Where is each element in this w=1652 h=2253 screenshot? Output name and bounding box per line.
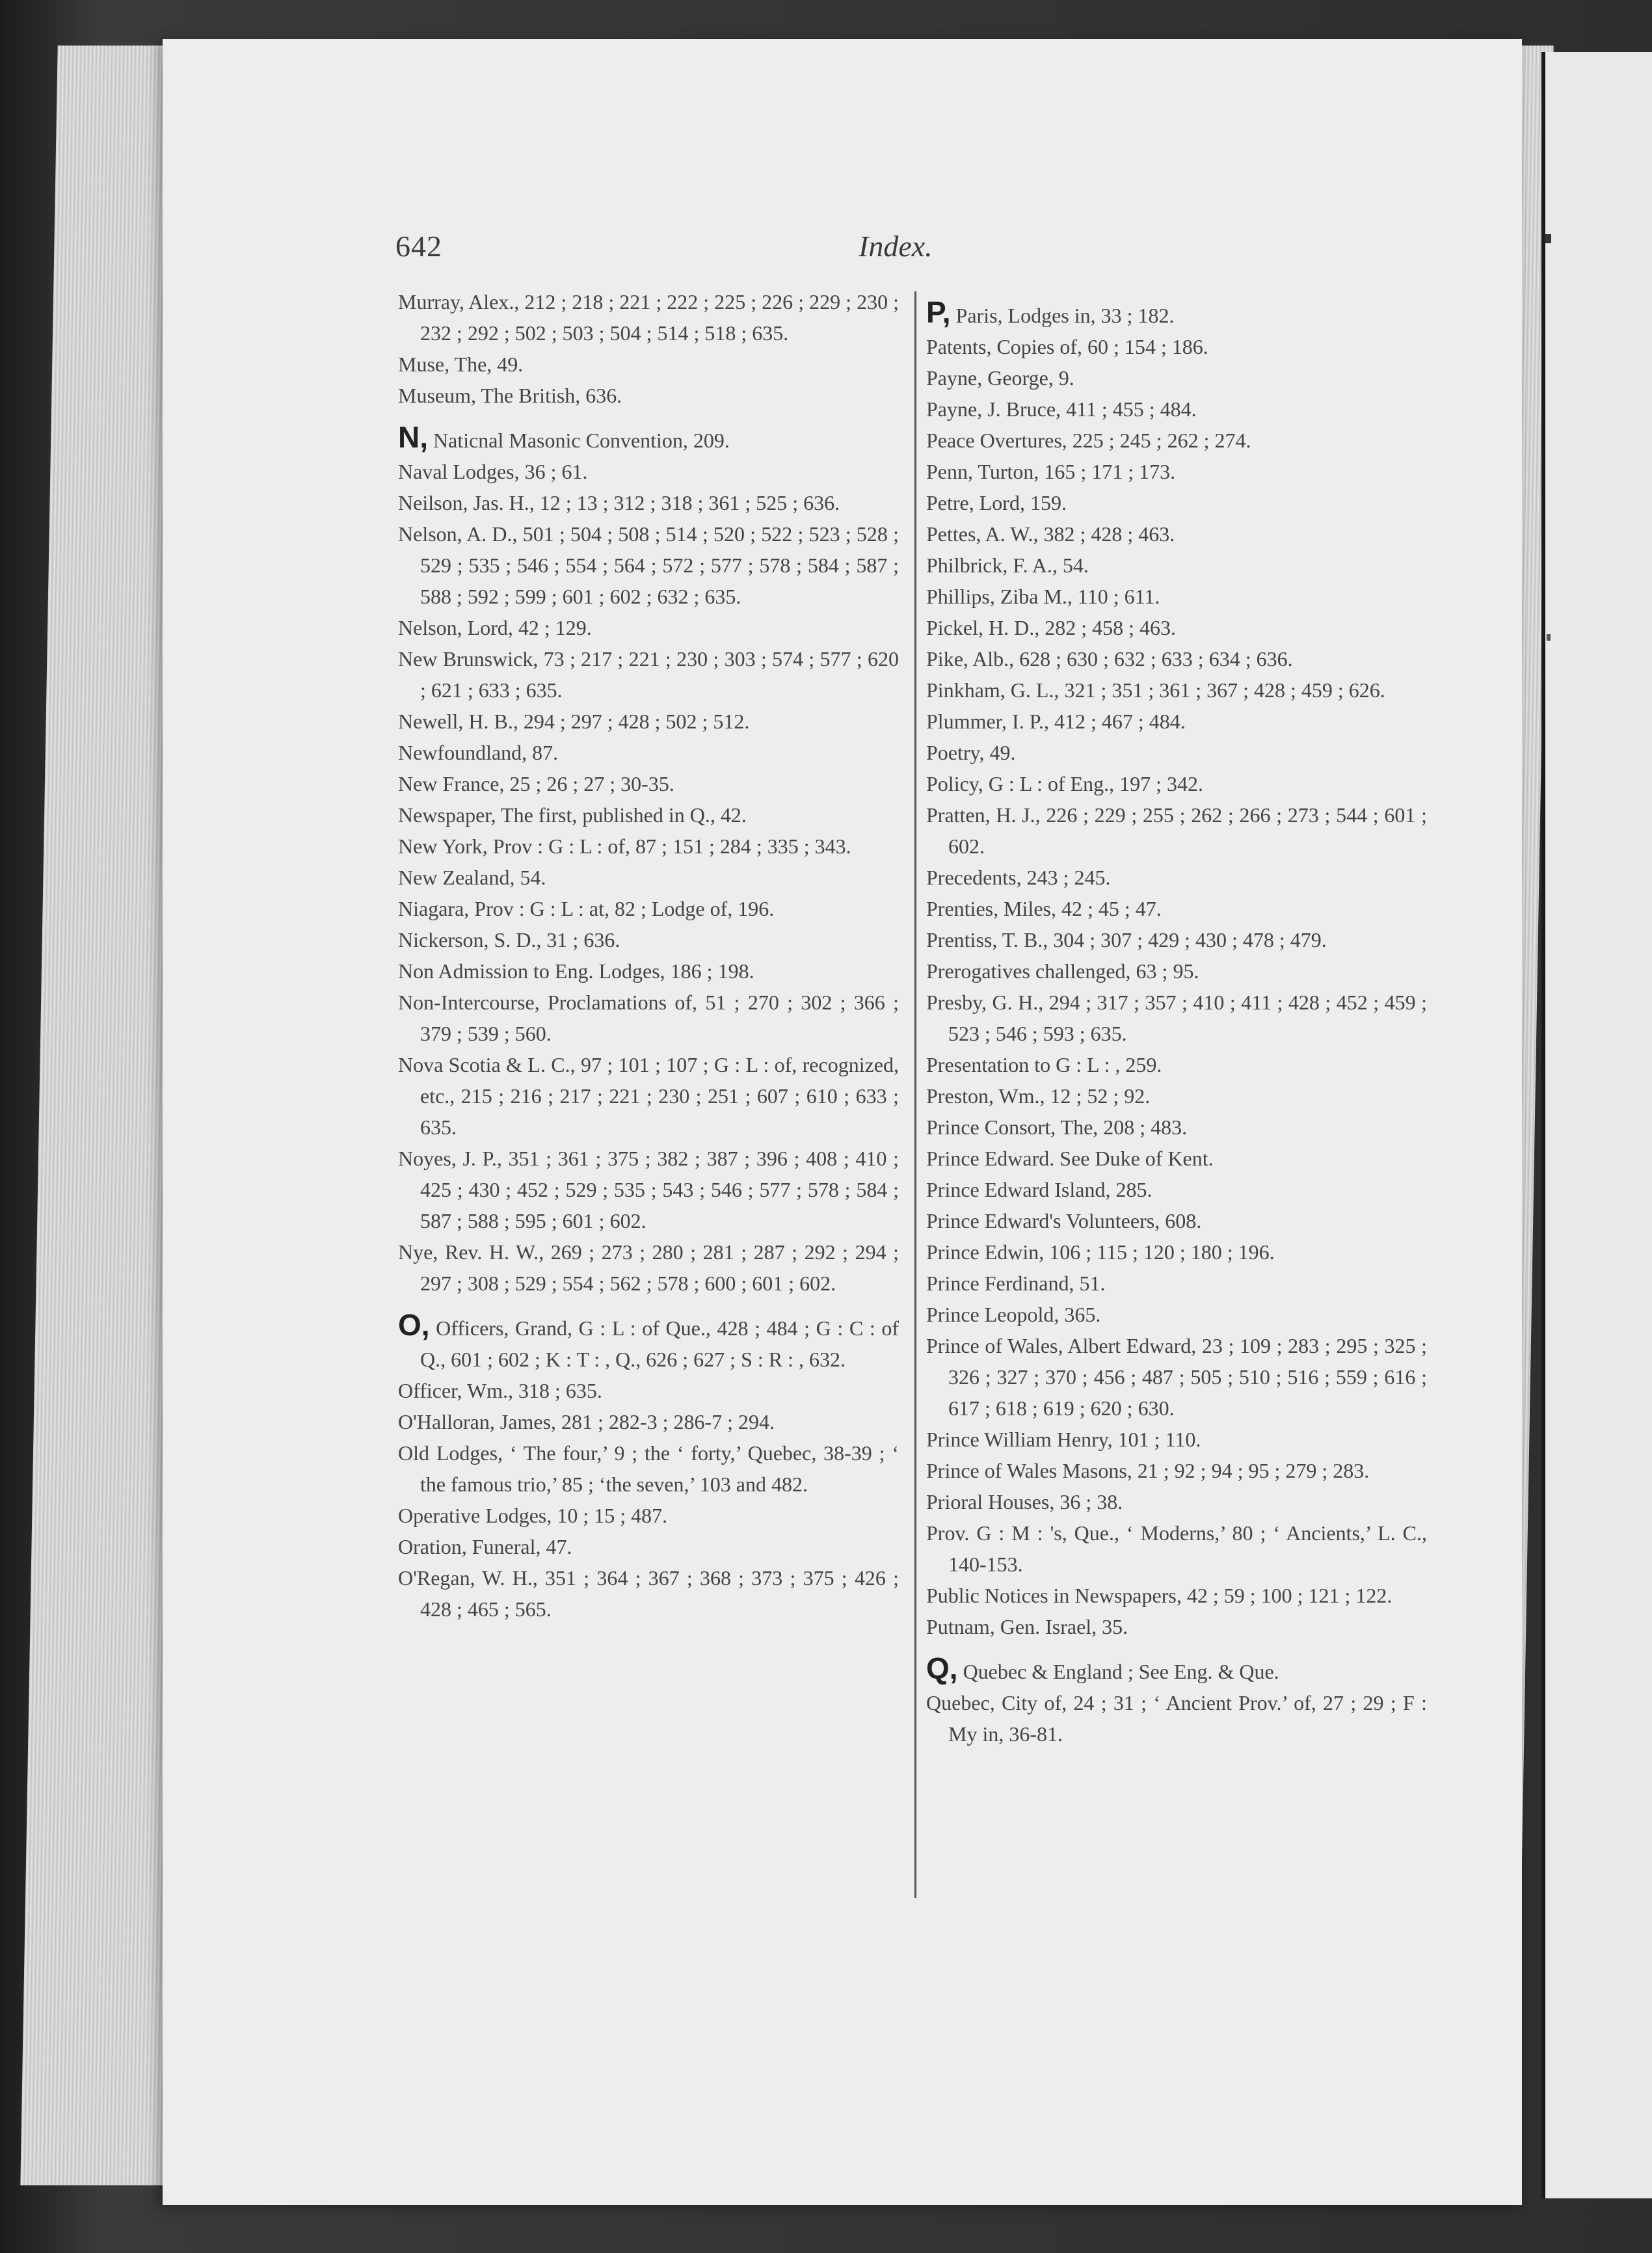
- index-entry: [398, 799, 899, 831]
- index-entry: [926, 456, 1427, 487]
- index-entry: [398, 955, 899, 987]
- index-entry: [398, 487, 899, 518]
- index-entry-text: Non Admission to Eng. Lodges, 186 ; 198.: [398, 959, 754, 983]
- index-entry: [926, 674, 1427, 706]
- index-entry-text: Public Notices in Newspapers, 42 ; 59 ; 100 ; 121 ; 122.: [926, 1584, 1392, 1607]
- index-entry-text: Policy, G : L : of Eng., 197 ; 342.: [926, 772, 1204, 795]
- index-entry: [398, 421, 899, 456]
- index-entry: [926, 1455, 1427, 1486]
- index-entry: [926, 1236, 1427, 1268]
- index-entry-text: Prince Edward Island, 285.: [926, 1178, 1152, 1201]
- index-entry: [398, 1375, 899, 1406]
- index-entry-text: Pickel, H. D., 282 ; 458 ; 463.: [926, 616, 1176, 639]
- index-entry: [926, 1486, 1427, 1517]
- index-entry-text: Preston, Wm., 12 ; 52 ; 92.: [926, 1084, 1151, 1108]
- column-divider: [914, 291, 916, 1898]
- index-entry-text: Prince of Wales Masons, 21 ; 92 ; 94 ; 95 ; 279 ; 283.: [926, 1459, 1370, 1482]
- index-entry: [398, 456, 899, 487]
- index-entry-text: Pike, Alb., 628 ; 630 ; 632 ; 633 ; 634 ; 636.: [926, 647, 1293, 671]
- index-entry-text: Non-Intercourse, Proclamations of, 51 ; 270 ; 302 ; 366 ; 379 ; 539 ; 560.: [398, 991, 899, 1045]
- index-entry-text: New France, 25 ; 26 ; 27 ; 30-35.: [398, 772, 674, 795]
- index-entry: [926, 643, 1427, 674]
- index-entry-text: Prioral Houses, 36 ; 38.: [926, 1490, 1123, 1513]
- index-entry-text: Paris, Lodges in, 33 ; 182.: [950, 304, 1175, 327]
- index-entry-text: Quebec, City of, 24 ; 31 ; ‘ Ancient Prov.’ of, 27 ; 29 ; F : My in, 36-81.: [926, 1691, 1427, 1746]
- index-entry-text: Prov. G : M : 's, Que., ‘ Moderns,’ 80 ; ‘ Ancients,’ L. C., 140-153.: [926, 1521, 1427, 1576]
- index-entry: [926, 924, 1427, 955]
- index-entry-text: Presby, G. H., 294 ; 317 ; 357 ; 410 ; 411 ; 428 ; 452 ; 459 ; 523 ; 546 ; 593 ; 635.: [926, 991, 1427, 1045]
- index-entry: [926, 768, 1427, 799]
- section-letter: O,: [398, 1308, 430, 1342]
- index-entry: [398, 380, 899, 411]
- index-entry: [926, 1080, 1427, 1112]
- index-entry: [398, 1236, 899, 1299]
- index-entry-text: Muse, The, 49.: [398, 353, 524, 376]
- facing-page-mark: [1545, 234, 1551, 243]
- index-entry-text: Operative Lodges, 10 ; 15 ; 487.: [398, 1504, 668, 1527]
- section-letter: N,: [398, 420, 428, 454]
- index-entry-text: Naticnal Masonic Convention, 209.: [428, 429, 730, 452]
- index-entry-text: Quebec & England ; See Eng. & Que.: [957, 1660, 1279, 1683]
- index-entry-text: Pettes, A. W., 382 ; 428 ; 463.: [926, 522, 1175, 546]
- index-entry-text: Nickerson, S. D., 31 ; 636.: [398, 928, 620, 952]
- index-column-left: [398, 286, 899, 1625]
- index-entry: [926, 487, 1427, 518]
- index-entry: [926, 1330, 1427, 1424]
- index-entry: [926, 862, 1427, 893]
- index-entry-text: Prince Edward's Volunteers, 608.: [926, 1209, 1202, 1233]
- index-entry-text: Putnam, Gen. Israel, 35.: [926, 1615, 1128, 1638]
- index-entry: [398, 286, 899, 349]
- index-entry-text: Niagara, Prov : G : L : at, 82 ; Lodge of, 196.: [398, 897, 775, 920]
- index-entry-text: Nova Scotia & L. C., 97 ; 101 ; 107 ; G : L : of, recognized, etc., 215 ; 216 ; 217 ; 221 ; 230 ; 251 ; 607 ; 610 ; 633 ; 635.: [398, 1053, 899, 1139]
- section-letter: Q,: [926, 1651, 958, 1685]
- page-number: 642: [395, 230, 442, 263]
- index-entry: [926, 706, 1427, 737]
- index-entry-text: Payne, J. Bruce, 411 ; 455 ; 484.: [926, 397, 1197, 421]
- index-entry-text: Murray, Alex., 212 ; 218 ; 221 ; 222 ; 225 ; 226 ; 229 ; 230 ; 232 ; 292 ; 502 ; 503 ; 504 ; 514 ; 518 ; 635.: [398, 290, 899, 345]
- index-entry-text: Pratten, H. J., 226 ; 229 ; 255 ; 262 ; 266 ; 273 ; 544 ; 601 ; 602.: [926, 803, 1427, 858]
- index-entry: [926, 1687, 1427, 1750]
- index-column-right: [926, 286, 1427, 1750]
- index-entry: [926, 362, 1427, 393]
- index-entry-text: Prince Edwin, 106 ; 115 ; 120 ; 180 ; 196.: [926, 1240, 1275, 1264]
- index-entry: [398, 1309, 899, 1375]
- index-entry-text: Philbrick, F. A., 54.: [926, 553, 1089, 577]
- index-entry: [926, 425, 1427, 456]
- index-entry: [926, 550, 1427, 581]
- index-entry-text: Penn, Turton, 165 ; 171 ; 173.: [926, 460, 1176, 483]
- index-entry: [926, 737, 1427, 768]
- index-entry: [926, 799, 1427, 862]
- index-entry: [926, 955, 1427, 987]
- index-entry: [398, 518, 899, 612]
- section-letter: P,: [926, 295, 951, 329]
- index-entry-text: Peace Overtures, 225 ; 245 ; 262 ; 274.: [926, 429, 1251, 452]
- index-entry-text: Museum, The British, 636.: [398, 384, 622, 407]
- index-entry: [398, 1143, 899, 1236]
- index-entry-text: Prentiss, T. B., 304 ; 307 ; 429 ; 430 ; 478 ; 479.: [926, 928, 1327, 952]
- index-entry: [926, 297, 1427, 331]
- index-entry-text: Presentation to G : L : , 259.: [926, 1053, 1162, 1076]
- index-entry-text: Prince William Henry, 101 ; 110.: [926, 1428, 1201, 1451]
- index-entry: [926, 1112, 1427, 1143]
- index-entry: [926, 1424, 1427, 1455]
- index-entry: [926, 893, 1427, 924]
- index-entry: [398, 768, 899, 799]
- index-entry-text: New Zealand, 54.: [398, 866, 546, 889]
- index-entry-text: Prince Leopold, 365.: [926, 1303, 1101, 1326]
- index-entry-text: Nye, Rev. H. W., 269 ; 273 ; 280 ; 281 ; 287 ; 292 ; 294 ; 297 ; 308 ; 529 ; 554 ; 562 ; 578 ; 600 ; 601 ; 602.: [398, 1240, 899, 1295]
- index-entry-text: Plummer, I. P., 412 ; 467 ; 484.: [926, 710, 1186, 733]
- index-entry: [398, 987, 899, 1049]
- index-entry-text: Pinkham, G. L., 321 ; 351 ; 361 ; 367 ; 428 ; 459 ; 626.: [926, 678, 1385, 702]
- index-entry: [398, 349, 899, 380]
- index-entry: [398, 893, 899, 924]
- facing-page-mark: [1547, 634, 1551, 641]
- index-entry-text: Prenties, Miles, 42 ; 45 ; 47.: [926, 897, 1162, 920]
- page-title: Index.: [859, 230, 933, 263]
- index-entry: [926, 518, 1427, 550]
- index-entry: [398, 924, 899, 955]
- index-entry: [398, 706, 899, 737]
- index-entry: [398, 1406, 899, 1437]
- index-entry-text: Prince Edward. See Duke of Kent.: [926, 1147, 1214, 1170]
- index-entry-text: Poetry, 49.: [926, 741, 1016, 764]
- index-entry: [926, 1174, 1427, 1205]
- index-entry: [926, 331, 1427, 362]
- index-entry: [398, 1437, 899, 1500]
- index-entry: [398, 612, 899, 643]
- index-entry: [926, 1611, 1427, 1642]
- index-entry-text: Payne, George, 9.: [926, 366, 1074, 390]
- index-entry-text: Old Lodges, ‘ The four,’ 9 ; the ‘ forty,’ Quebec, 38-39 ; ‘ the famous trio,’ 85 ; ‘the seven,’ 103 and 482.: [398, 1441, 899, 1496]
- index-entry: [398, 643, 899, 706]
- index-entry: [398, 1531, 899, 1562]
- index-entry-text: Prince Ferdinand, 51.: [926, 1272, 1106, 1295]
- index-entry: [926, 1143, 1427, 1174]
- index-entry-text: Patents, Copies of, 60 ; 154 ; 186.: [926, 335, 1208, 358]
- index-entry-text: O'Regan, W. H., 351 ; 364 ; 367 ; 368 ; 373 ; 375 ; 426 ; 428 ; 465 ; 565.: [398, 1566, 899, 1621]
- index-entry-text: Officers, Grand, G : L : of Que., 428 ; 484 ; G : C : of Q., 601 ; 602 ; K : T : , Q., 626 ; 627 ; S : R : , 632.: [420, 1316, 899, 1371]
- index-entry: [926, 1299, 1427, 1330]
- index-entry: [398, 831, 899, 862]
- index-entry-text: Neilson, Jas. H., 12 ; 13 ; 312 ; 318 ; 361 ; 525 ; 636.: [398, 491, 840, 514]
- index-entry: [926, 987, 1427, 1049]
- index-entry-text: Officer, Wm., 318 ; 635.: [398, 1379, 602, 1402]
- index-entry-text: Nelson, Lord, 42 ; 129.: [398, 616, 592, 639]
- index-entry-text: New Brunswick, 73 ; 217 ; 221 ; 230 ; 303 ; 574 ; 577 ; 620 ; 621 ; 633 ; 635.: [398, 647, 899, 702]
- index-entry: [926, 1049, 1427, 1080]
- index-entry: [398, 1562, 899, 1625]
- index-entry: [398, 1500, 899, 1531]
- index-entry-text: Newspaper, The first, published in Q., 42.: [398, 803, 747, 827]
- index-entry-text: New York, Prov : G : L : of, 87 ; 151 ; 284 ; 335 ; 343.: [398, 834, 851, 858]
- index-entry-text: Nelson, A. D., 501 ; 504 ; 508 ; 514 ; 520 ; 522 ; 523 ; 528 ; 529 ; 535 ; 546 ; 554 ; 564 ; 572 ; 577 ; 578 ; 584 ; 587 ; 588 ; 592 ; 599 ; 601 ; 602 ; 632 ; 635.: [398, 522, 899, 608]
- index-entry: [398, 862, 899, 893]
- index-entry-text: Newfoundland, 87.: [398, 741, 559, 764]
- index-entry: [926, 1517, 1427, 1580]
- index-entry: [398, 737, 899, 768]
- index-entry: [398, 1049, 899, 1143]
- index-entry-text: Precedents, 243 ; 245.: [926, 866, 1111, 889]
- index-entry: [926, 612, 1427, 643]
- index-entry-text: Oration, Funeral, 47.: [398, 1535, 572, 1558]
- index-entry: [926, 1580, 1427, 1611]
- index-entry-text: Noyes, J. P., 351 ; 361 ; 375 ; 382 ; 387 ; 396 ; 408 ; 410 ; 425 ; 430 ; 452 ; 529 ; 535 ; 543 ; 546 ; 577 ; 578 ; 584 ; 587 ; 588 ; 595 ; 601 ; 602.: [398, 1147, 899, 1233]
- index-entry-text: Petre, Lord, 159.: [926, 491, 1067, 514]
- index-entry-text: Newell, H. B., 294 ; 297 ; 428 ; 502 ; 512.: [398, 710, 750, 733]
- index-entry-text: Prince Consort, The, 208 ; 483.: [926, 1115, 1188, 1139]
- index-entry-text: Prerogatives challenged, 63 ; 95.: [926, 959, 1199, 983]
- index-entry: [926, 1205, 1427, 1236]
- index-entry-text: Naval Lodges, 36 ; 61.: [398, 460, 588, 483]
- index-entry: [926, 581, 1427, 612]
- index-entry: [926, 393, 1427, 425]
- index-entry-text: O'Halloran, James, 281 ; 282-3 ; 286-7 ; 294.: [398, 1410, 775, 1433]
- index-entry: [926, 1653, 1427, 1687]
- facing-page-edge: [1541, 52, 1652, 2198]
- index-entry-text: Phillips, Ziba M., 110 ; 611.: [926, 585, 1160, 608]
- index-entry-text: Prince of Wales, Albert Edward, 23 ; 109 ; 283 ; 295 ; 325 ; 326 ; 327 ; 370 ; 456 ; 487 ; 505 ; 510 ; 516 ; 559 ; 616 ; 617 ; 618 ; 619 ; 620 ; 630.: [926, 1334, 1427, 1420]
- index-entry: [926, 1268, 1427, 1299]
